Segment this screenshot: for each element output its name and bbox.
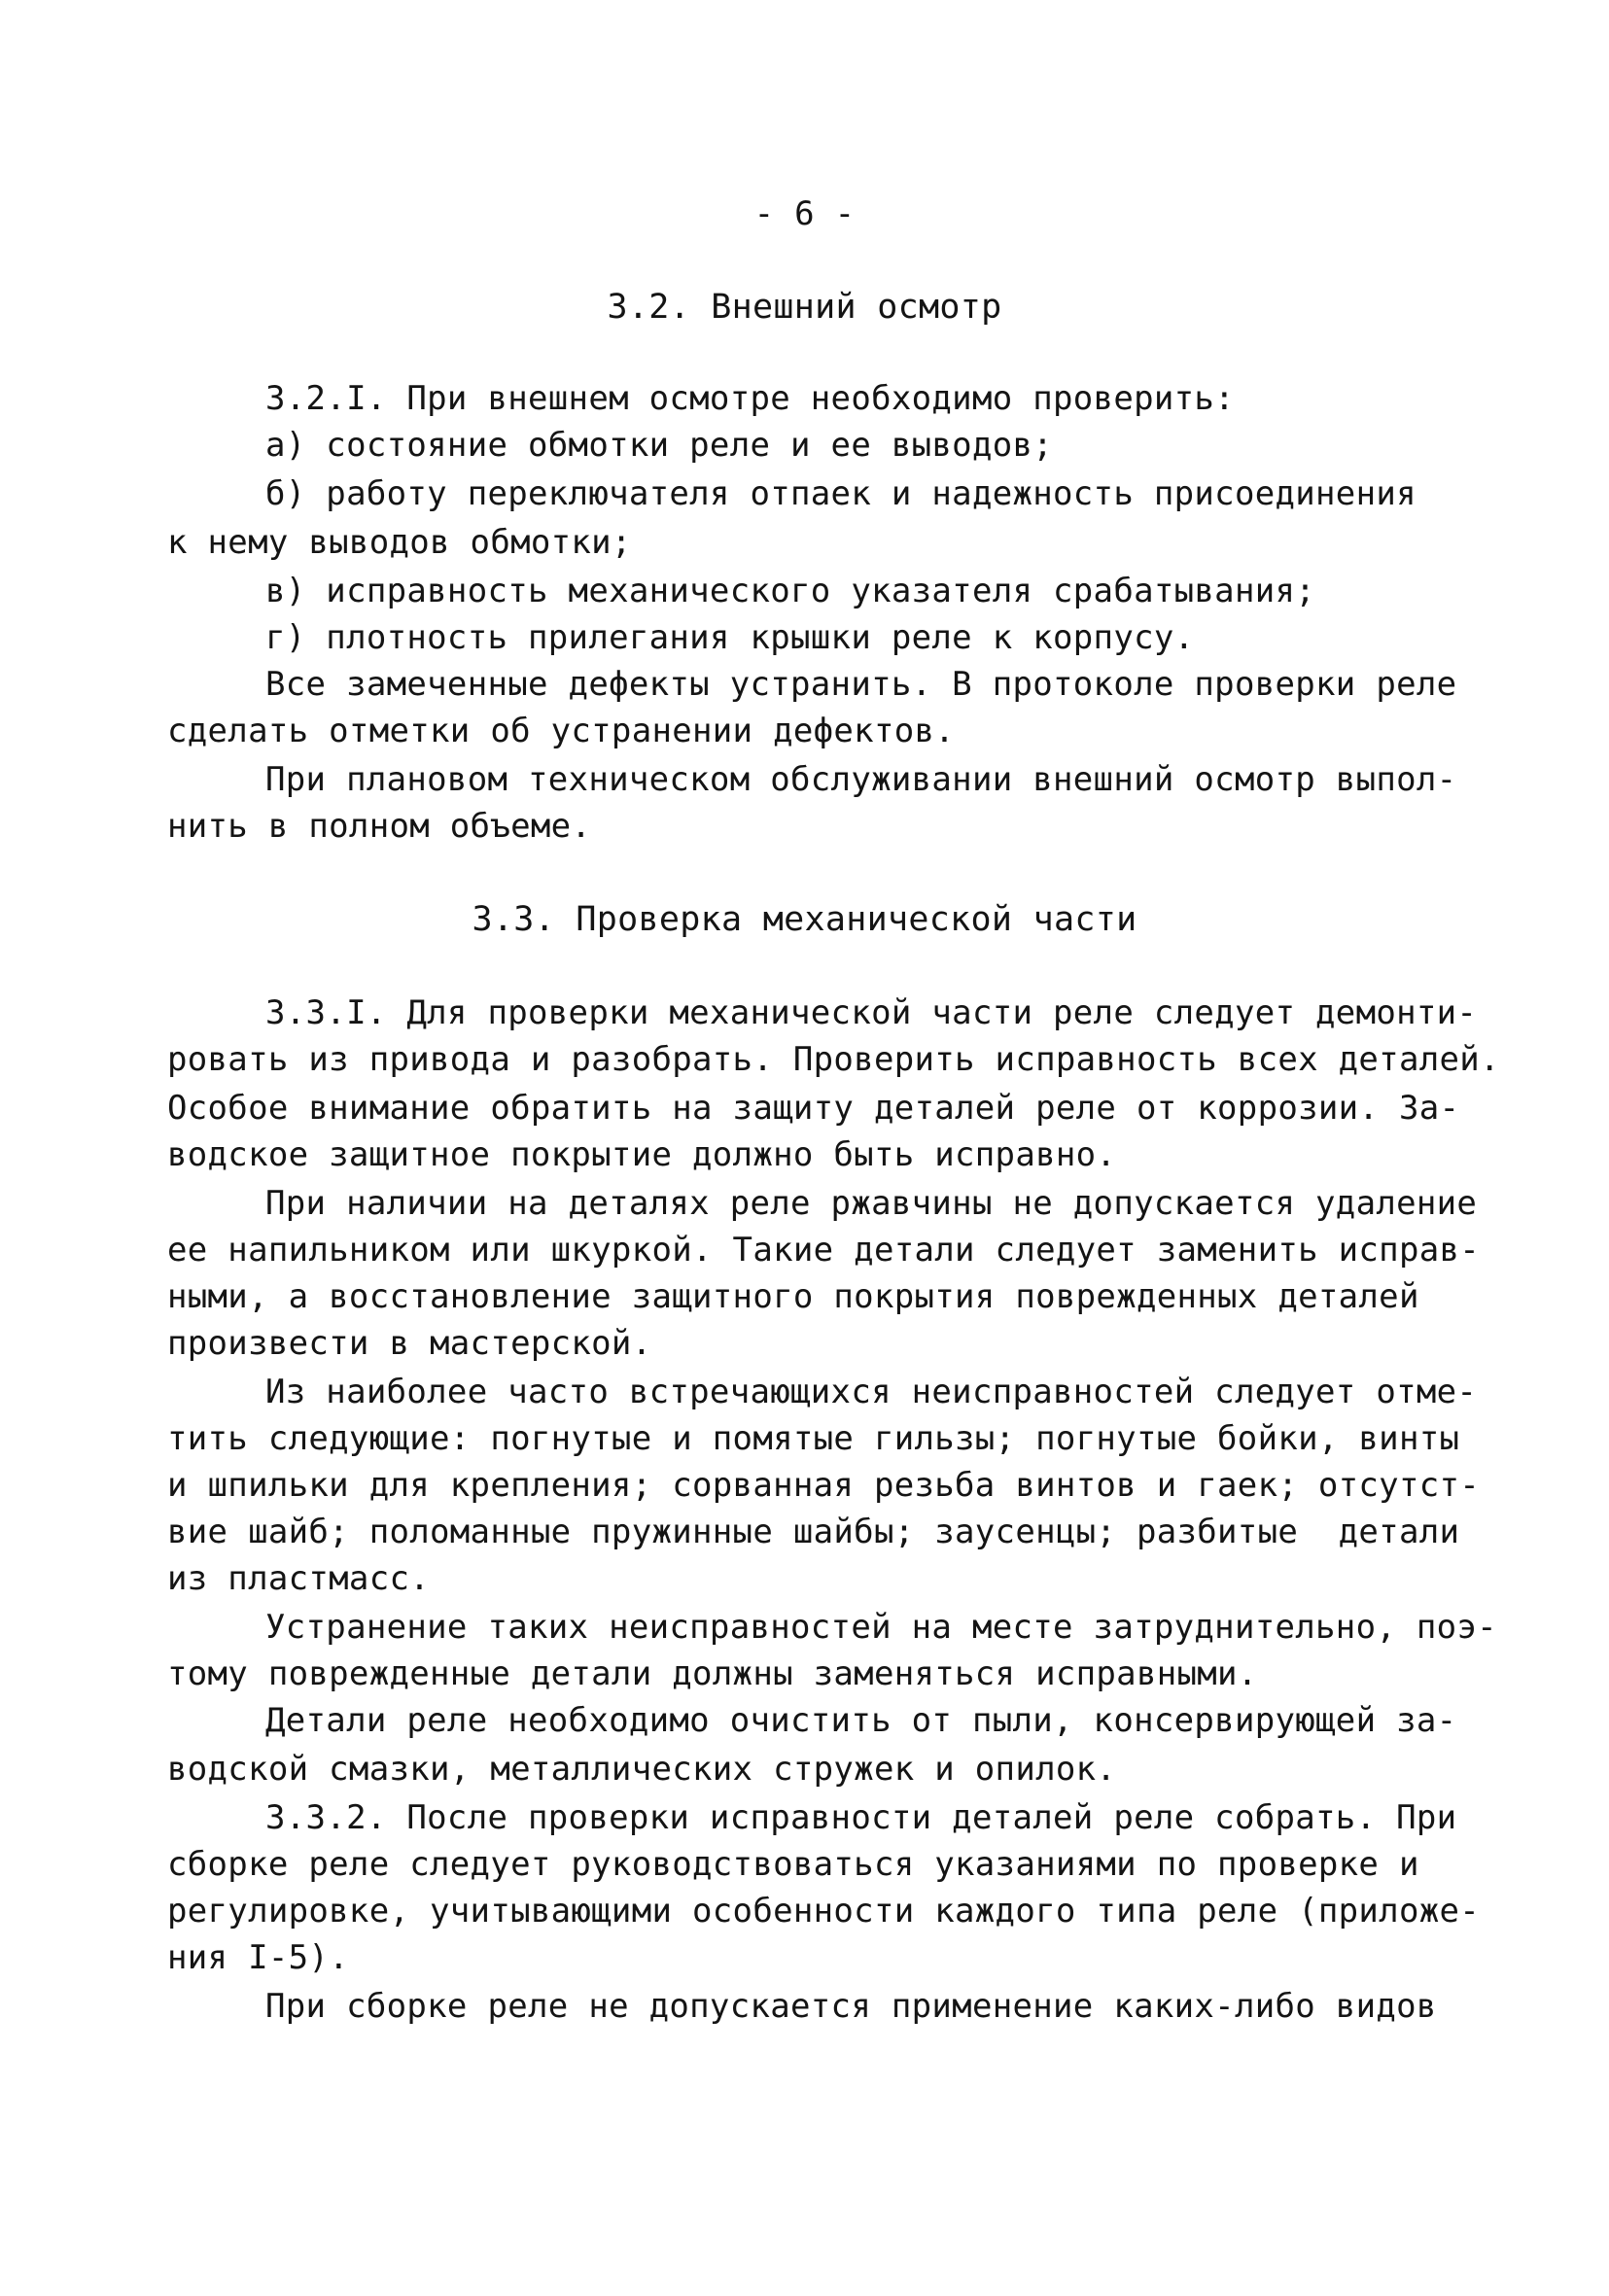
paragraph-line: [0, 568, 1609, 614]
paragraph-line: [0, 1180, 1609, 1227]
paragraph-line: [0, 1555, 1609, 1602]
paragraph-line: [0, 614, 1609, 661]
paragraph-line: [0, 990, 1609, 1036]
paragraph-line: [0, 1085, 1609, 1131]
paragraph-line: [0, 1273, 1609, 1320]
paragraph-line: [0, 519, 1609, 566]
line-text: г) плотность прилегания крышки реле к корпусу.: [265, 618, 1195, 657]
paragraph-line: [0, 1415, 1609, 1462]
page-number: [0, 191, 1609, 237]
paragraph-line: [0, 1369, 1609, 1415]
paragraph-line: [0, 1604, 1609, 1651]
paragraph-line: [0, 1841, 1609, 1888]
paragraph-line: [0, 708, 1609, 754]
line-text: Устранение таких неисправностей на месте затруднительно, поэ-: [265, 1608, 1497, 1647]
line-text: При плановом техническом обслуживании внешний осмотр выпол-: [265, 760, 1457, 799]
line-text: Детали реле необходимо очистить от пыли, консервирующей за-: [265, 1701, 1457, 1740]
paragraph-line: [0, 803, 1609, 850]
line-text: нить в полном объеме.: [167, 807, 592, 846]
paragraph-line: [0, 1509, 1609, 1555]
section-3-3-title-text: 3.3. Проверка механической части: [472, 900, 1137, 939]
line-text: в) исправность механического указателя срабатывания;: [265, 572, 1316, 610]
line-text: сборке реле следует руководствоваться указаниями по проверке и: [167, 1845, 1419, 1884]
line-text: и шпильки для крепления; сорванная резьба винтов и гаек; отсутст-: [167, 1466, 1481, 1505]
paragraph-line: [0, 1746, 1609, 1792]
paragraph-line: [0, 1794, 1609, 1841]
paragraph-line: [0, 422, 1609, 469]
line-text: При наличии на деталях реле ржавчины не допускается удаление: [265, 1184, 1478, 1223]
line-text: из пластмасс.: [167, 1559, 431, 1598]
line-text: б) работу переключателя отпаек и надежность присоединения: [265, 474, 1417, 513]
line-text: ными, а восстановление защитного покрытия поврежденных деталей: [167, 1277, 1419, 1316]
paragraph-line: [0, 1651, 1609, 1697]
line-text: водское защитное покрытие должно быть исправно.: [167, 1135, 1117, 1174]
line-text: а) состояние обмотки реле и ее выводов;: [265, 426, 1054, 465]
paragraph-line: [0, 1320, 1609, 1367]
line-text: регулировке, учитывающими особенности каждого типа реле (приложе-: [167, 1892, 1481, 1931]
section-3-2-title: [0, 284, 1609, 330]
line-text: к нему выводов обмотки;: [167, 523, 632, 562]
line-text: тому поврежденные детали должны заменяться исправными.: [167, 1654, 1258, 1693]
line-text: Из наиболее часто встречающихся неисправностей следует отме-: [265, 1373, 1478, 1411]
line-text: Все замеченные дефекты устранить. В протоколе проверки реле: [265, 665, 1457, 704]
line-text: Особое внимание обратить на защиту деталей реле от коррозии. За-: [167, 1089, 1460, 1128]
paragraph-line: [0, 1983, 1609, 2030]
line-text: 3.2.I. При внешнем осмотре необходимо проверить:: [265, 379, 1235, 418]
paragraph-line: [0, 1462, 1609, 1509]
line-text: 3.3.I. Для проверки механической части реле следует демонти-: [265, 993, 1478, 1032]
section-3-3-title: [0, 896, 1609, 943]
paragraph-line: [0, 1934, 1609, 1981]
paragraph-line: [0, 1697, 1609, 1744]
paragraph-line: [0, 1888, 1609, 1934]
paragraph-line: [0, 1036, 1609, 1083]
paragraph-line: [0, 661, 1609, 708]
line-text: произвести в мастерской.: [167, 1324, 652, 1363]
line-text: 3.3.2. После проверки исправности деталей реле собрать. При: [265, 1798, 1457, 1837]
paragraph-line: [0, 1131, 1609, 1178]
paragraph-line: [0, 756, 1609, 803]
line-text: сделать отметки об устранении дефектов.: [167, 712, 956, 750]
line-text: тить следующие: погнутые и помятые гильзы; погнутые бойки, винты: [167, 1419, 1460, 1458]
line-text: вие шайб; поломанные пружинные шайбы; заусенцы; разбитые детали: [167, 1513, 1460, 1551]
line-text: ровать из привода и разобрать. Проверить исправность всех деталей.: [167, 1040, 1500, 1079]
line-text: ния I-5).: [167, 1938, 349, 1977]
line-text: водской смазки, металлических стружек и опилок.: [167, 1750, 1117, 1789]
paragraph-line: [0, 1227, 1609, 1273]
line-text: ее напильником или шкуркой. Такие детали следует заменить исправ-: [167, 1231, 1481, 1270]
line-text: При сборке реле не допускается применение каких-либо видов: [265, 1987, 1437, 2026]
paragraph-line: [0, 375, 1609, 422]
paragraph-line: [0, 470, 1609, 517]
section-3-2-title-text: 3.2. Внешний осмотр: [607, 288, 1002, 327]
page-number-text: - 6 -: [753, 194, 856, 233]
